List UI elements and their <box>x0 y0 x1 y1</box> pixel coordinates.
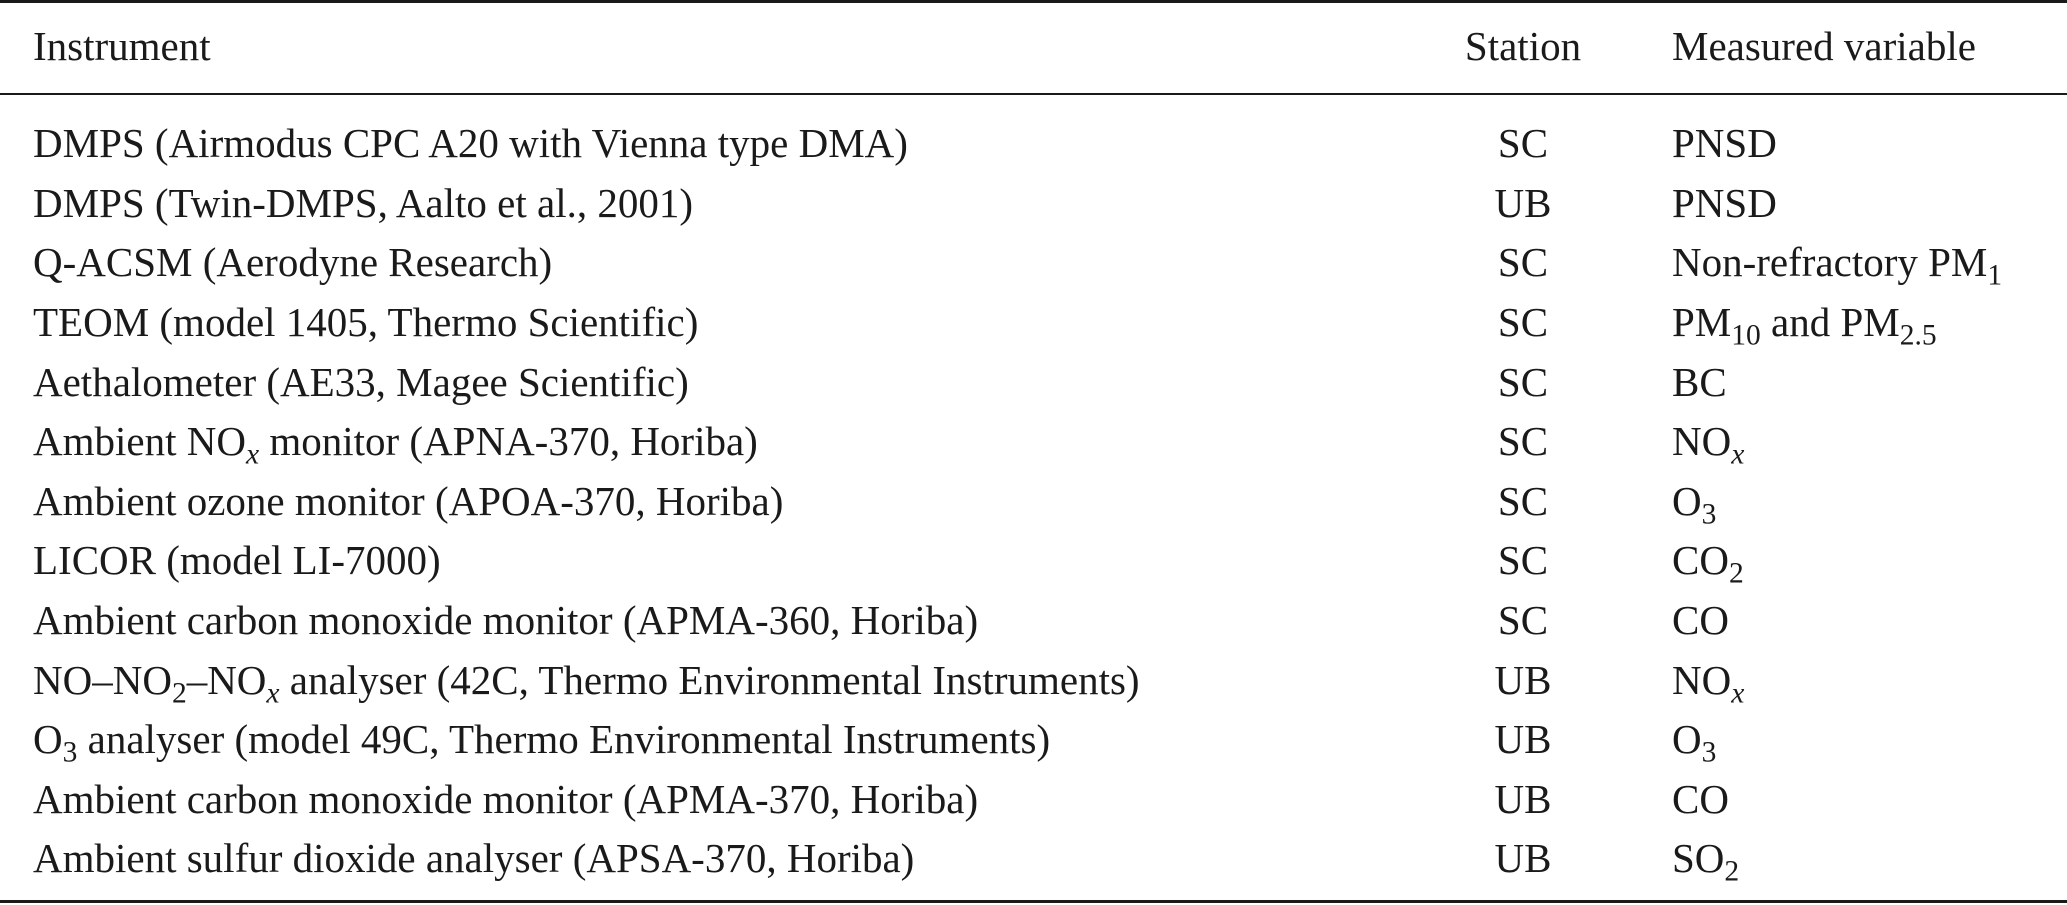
cell-station: UB <box>1494 775 1552 822</box>
header-station: Station <box>1464 23 1582 69</box>
cell-instrument <box>0 829 1418 889</box>
cell-text: DMPS (Airmodus CPC A20 with Vienna type DMA) <box>33 120 908 167</box>
cell-text: O <box>1672 716 1702 763</box>
table-row <box>0 293 2067 353</box>
cell-instrument <box>0 352 1418 412</box>
cell-measured-variable <box>1628 352 2067 412</box>
table-row <box>0 412 2067 472</box>
cell-instrument <box>0 412 1418 472</box>
table-row <box>0 174 2067 234</box>
cell-text: LICOR (model LI-7000) <box>33 537 441 584</box>
cell-text: monitor (APNA-370, Horiba) <box>259 418 758 465</box>
table-body <box>0 93 2067 889</box>
cell-text: NO <box>1672 656 1732 703</box>
table-row <box>0 531 2067 591</box>
cell-text: DMPS (Twin-DMPS, Aalto et al., 2001) <box>33 179 693 226</box>
cell-text: BC <box>1672 358 1727 405</box>
subscript-text: x <box>266 676 280 709</box>
cell-station: UB <box>1494 835 1552 882</box>
cell-station: SC <box>1497 239 1549 286</box>
cell-instrument <box>0 174 1418 234</box>
cell-station: SC <box>1497 299 1549 346</box>
cell-text: –NO <box>186 656 267 703</box>
cell-text: PM <box>1672 299 1732 346</box>
header-instrument: Instrument <box>33 23 211 69</box>
table-row <box>0 472 2067 532</box>
table-row <box>0 650 2067 710</box>
subscript-text: 1 <box>1987 259 2003 292</box>
subscript-text: 3 <box>1701 498 1717 531</box>
cell-measured-variable <box>1628 591 2067 651</box>
subscript-text: 2.5 <box>1899 319 1937 352</box>
cell-text: CO <box>1672 537 1729 584</box>
cell-text: Ambient carbon monoxide monitor (APMA-370, Horiba) <box>33 775 979 822</box>
cell-instrument <box>0 233 1418 293</box>
cell-text: NO <box>1672 418 1732 465</box>
cell-instrument <box>0 770 1418 830</box>
cell-instrument <box>0 710 1418 770</box>
subscript-text: 3 <box>1701 736 1717 769</box>
cell-text: O <box>33 716 63 763</box>
cell-text: and PM <box>1760 299 1900 346</box>
cell-instrument <box>0 591 1418 651</box>
table-row <box>0 710 2067 770</box>
cell-text: PNSD <box>1672 120 1777 167</box>
cell-measured-variable <box>1628 710 2067 770</box>
cell-station: UB <box>1494 179 1552 226</box>
cell-station: UB <box>1494 716 1552 763</box>
subscript-text: x <box>1731 676 1745 709</box>
cell-text: analyser (42C, Thermo Environmental Instruments) <box>279 656 1140 703</box>
cell-text: Ambient ozone monitor (APOA-370, Horiba) <box>33 477 784 524</box>
header-measured-variable: Measured variable <box>1672 23 1976 69</box>
cell-station: SC <box>1497 418 1549 465</box>
subscript-text: x <box>245 438 260 471</box>
cell-text: SO <box>1672 835 1725 882</box>
cell-measured-variable <box>1628 412 2067 472</box>
cell-text: O <box>1672 477 1702 524</box>
table-row <box>0 93 2067 174</box>
subscript-text: 10 <box>1731 319 1761 352</box>
subscript-text: 2 <box>1728 557 1744 590</box>
bottom-rule <box>0 900 2067 903</box>
table-row <box>0 591 2067 651</box>
subscript-text: 3 <box>62 736 78 769</box>
cell-text: NO–NO <box>33 656 172 703</box>
cell-station: SC <box>1497 537 1549 584</box>
subscript-text: 2 <box>171 676 187 709</box>
cell-text: Ambient carbon monoxide monitor (APMA-360, Horiba) <box>33 597 979 644</box>
table-row <box>0 233 2067 293</box>
cell-measured-variable <box>1628 93 2067 174</box>
cell-instrument <box>0 650 1418 710</box>
cell-measured-variable <box>1628 770 2067 830</box>
subscript-text: x <box>1731 438 1745 471</box>
table-row <box>0 352 2067 412</box>
cell-text: Ambient NO <box>33 418 246 465</box>
cell-measured-variable <box>1628 293 2067 353</box>
cell-measured-variable <box>1628 472 2067 532</box>
cell-text: Aethalometer (AE33, Magee Scientific) <box>33 358 689 405</box>
cell-instrument <box>0 531 1418 591</box>
cell-text: TEOM (model 1405, Thermo Scientific) <box>33 299 699 346</box>
cell-instrument <box>0 93 1418 174</box>
cell-station: SC <box>1497 358 1549 405</box>
cell-measured-variable <box>1628 531 2067 591</box>
cell-text: Q-ACSM (Aerodyne Research) <box>33 239 553 286</box>
cell-measured-variable <box>1628 174 2067 234</box>
header-row <box>0 0 2067 93</box>
cell-text: PNSD <box>1672 179 1777 226</box>
cell-text: CO <box>1672 597 1729 644</box>
cell-instrument <box>0 472 1418 532</box>
cell-measured-variable <box>1628 829 2067 889</box>
cell-station: UB <box>1494 656 1552 703</box>
cell-measured-variable <box>1628 233 2067 293</box>
cell-station: SC <box>1497 477 1549 524</box>
cell-text: analyser (model 49C, Thermo Environmental Instruments) <box>77 716 1051 763</box>
cell-station: SC <box>1497 120 1549 167</box>
cell-station: SC <box>1497 597 1549 644</box>
cell-text: Ambient sulfur dioxide analyser (APSA-370, Horiba) <box>33 835 915 882</box>
table-row <box>0 829 2067 889</box>
cell-text: CO <box>1672 775 1729 822</box>
subscript-text: 2 <box>1724 855 1740 888</box>
cell-instrument <box>0 293 1418 353</box>
cell-measured-variable <box>1628 650 2067 710</box>
table-row <box>0 770 2067 830</box>
cell-text: Non-refractory PM <box>1672 239 1988 286</box>
